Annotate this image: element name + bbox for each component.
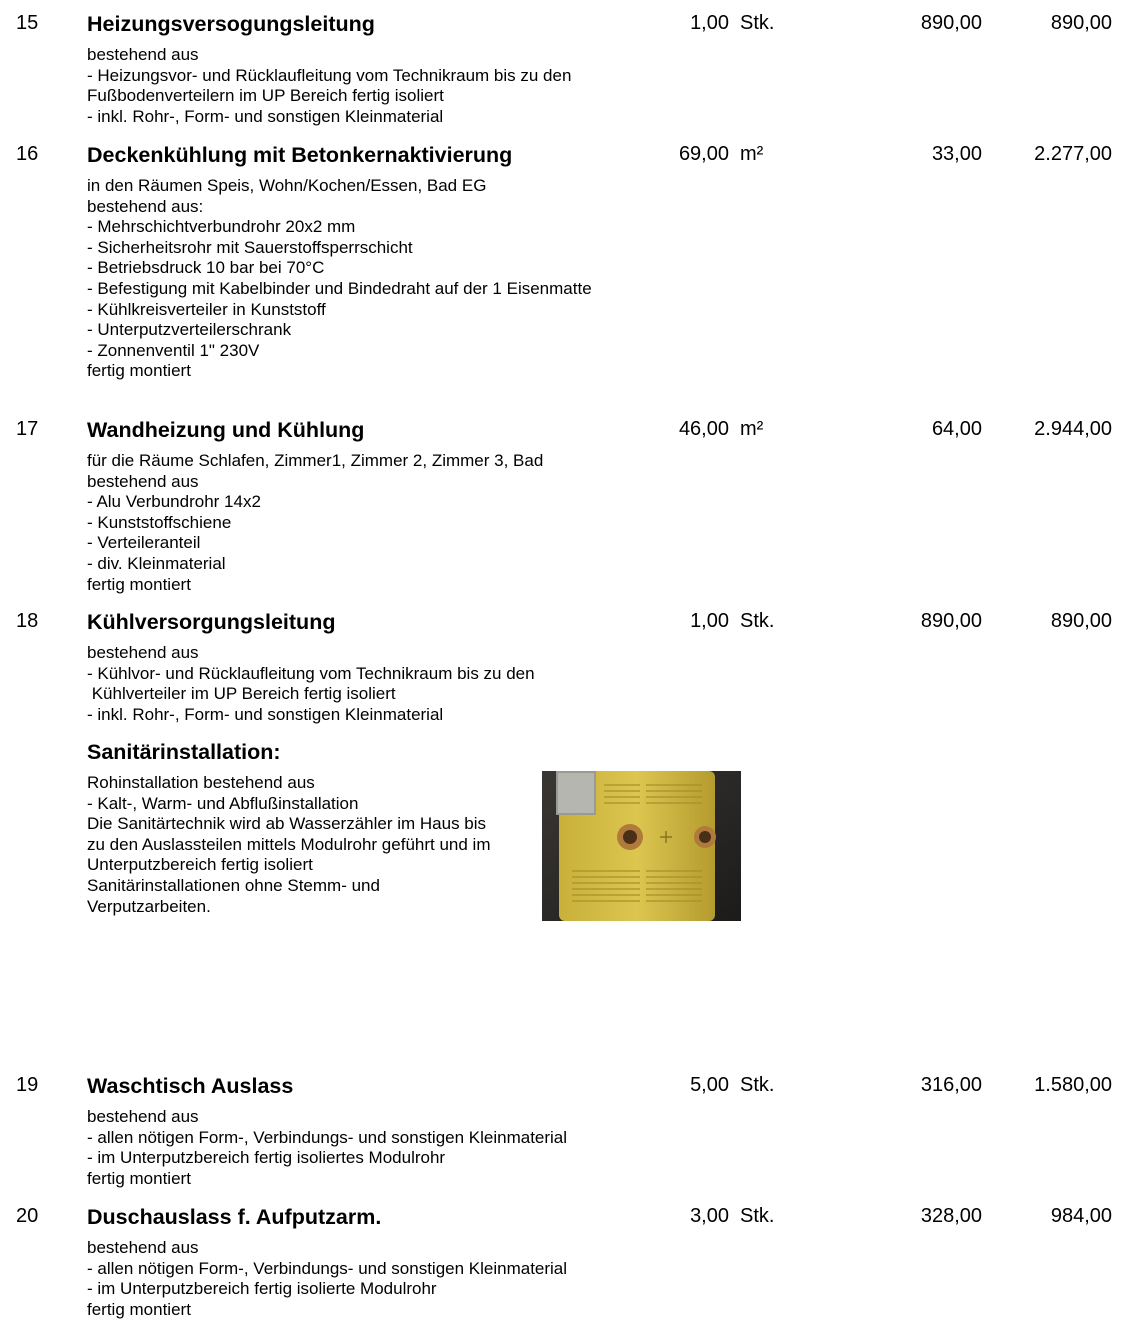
position-description: für die Räume Schlafen, Zimmer1, Zimmer 2, Zimmer 3, Bad bestehend aus - Alu Verbundrohr 14x2 - Kunststoffschiene - Verteileranteil - div. Kleinmaterial fertig montiert xyxy=(87,451,544,594)
unit: Stk. xyxy=(740,610,775,632)
position-description: in den Räumen Speis, Wohn/Kochen/Essen, Bad EG bestehend aus: - Mehrschichtverbundrohr 20x2 mm - Sicherheitsrohr mit Sauerstoffsperrschicht - Betriebsdruck 10 bar bei 70°C - Befestigung mit Kabelbinder und Bindedraht auf der 1 Eisenmatte - Kühlkreisverteiler in Kunststoff - Unterputzverteilerschrank - Zonnenventil 1" 230V fertig montiert xyxy=(87,176,592,381)
quantity: 1,00 xyxy=(690,12,729,34)
wall-box-image xyxy=(542,771,741,921)
unit: m² xyxy=(740,143,764,165)
position-number: 16 xyxy=(16,143,39,165)
quantity: 3,00 xyxy=(690,1205,729,1227)
unit-price: 64,00 xyxy=(931,418,982,440)
section-title: Sanitärinstallation: xyxy=(87,740,281,764)
quantity: 69,00 xyxy=(678,143,729,165)
unit-price: 316,00 xyxy=(920,1074,982,1096)
position-number: 15 xyxy=(16,12,39,34)
position-number: 18 xyxy=(16,610,39,632)
total-price: 1.580,00 xyxy=(1034,1074,1112,1096)
position-title: Deckenkühlung mit Betonkernaktivierung xyxy=(87,143,513,167)
position-number: 19 xyxy=(16,1074,39,1096)
position-description: bestehend aus - allen nötigen Form-, Verbindungs- und sonstigen Kleinmaterial - im Unterputzbereich fertig isolierte Modulrohr fertig montiert xyxy=(87,1238,568,1319)
total-price: 890,00 xyxy=(1050,12,1112,34)
total-price: 2.944,00 xyxy=(1034,418,1112,440)
total-price: 890,00 xyxy=(1050,610,1112,632)
unit-price: 890,00 xyxy=(920,12,982,34)
quantity: 1,00 xyxy=(690,610,729,632)
product-photo xyxy=(542,771,741,921)
total-price: 2.277,00 xyxy=(1034,143,1112,165)
total-price: 984,00 xyxy=(1050,1205,1112,1227)
quantity: 46,00 xyxy=(678,418,729,440)
position-number: 20 xyxy=(16,1205,39,1227)
unit: Stk. xyxy=(740,1205,775,1227)
section-description: Rohinstallation bestehend aus - Kalt-, Warm- und Abflußinstallation Die Sanitärtechnik wird ab Wasserzähler im Haus bis zu den Auslassteilen mittels Modulrohr geführt und im Unterputzbereich fertig isoliert Sanitärinstallationen ohne Stemm- und Verputzarbeiten. xyxy=(87,773,491,916)
position-title: Wandheizung und Kühlung xyxy=(87,418,365,442)
position-description: bestehend aus - allen nötigen Form-, Verbindungs- und sonstigen Kleinmaterial - im Unterputzbereich fertig isoliertes Modulrohr fertig montiert xyxy=(87,1107,568,1188)
unit: Stk. xyxy=(740,1074,775,1096)
quantity: 5,00 xyxy=(690,1074,729,1096)
unit: Stk. xyxy=(740,12,775,34)
unit-price: 890,00 xyxy=(920,610,982,632)
position-title: Kühlversorgungsleitung xyxy=(87,610,336,634)
unit: m² xyxy=(740,418,764,440)
position-description: bestehend aus - Kühlvor- und Rücklaufleitung vom Technikraum bis zu den Kühlverteiler im UP Bereich fertig isoliert - inkl. Rohr-, Form- und sonstigen Kleinmaterial xyxy=(87,643,535,724)
position-title: Heizungsversogungsleitung xyxy=(87,12,375,36)
position-title: Waschtisch Auslass xyxy=(87,1074,294,1098)
unit-price: 328,00 xyxy=(920,1205,982,1227)
position-number: 17 xyxy=(16,418,39,440)
position-title: Duschauslass f. Aufputzarm. xyxy=(87,1205,382,1229)
unit-price: 33,00 xyxy=(931,143,982,165)
position-description: bestehend aus - Heizungsvor- und Rücklaufleitung vom Technikraum bis zu den Fußbodenverteilern im UP Bereich fertig isoliert - inkl. Rohr-, Form- und sonstigen Kleinmaterial xyxy=(87,45,572,126)
